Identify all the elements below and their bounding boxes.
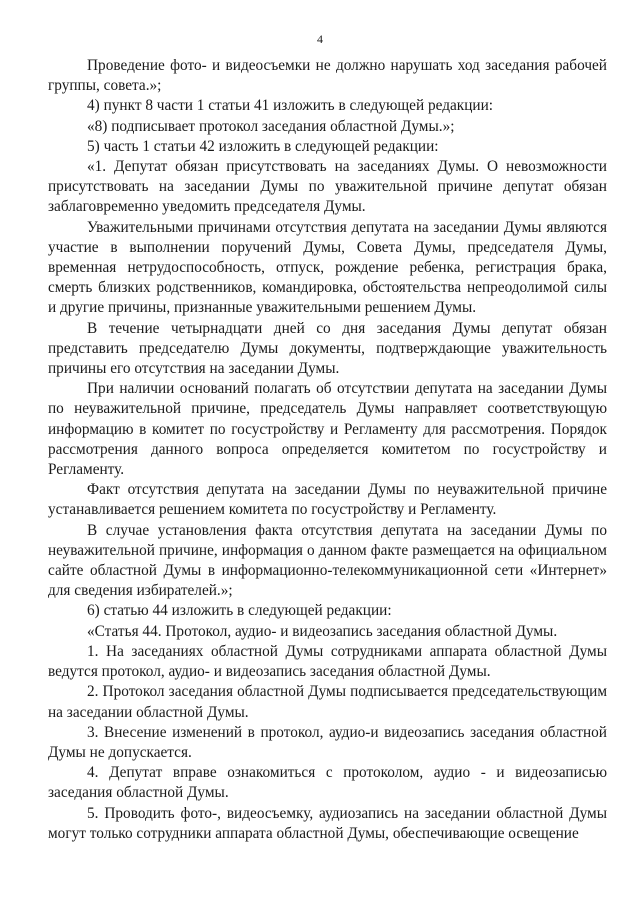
- paragraph: 3. Внесение изменений в протокол, аудио-и видеозапись заседания областной Думы не допускается.: [48, 723, 607, 761]
- document-body: [48, 56, 607, 844]
- page-number: 4: [317, 32, 323, 46]
- paragraph: «1. Депутат обязан присутствовать на заседаниях Думы. О невозможности присутствовать на заседании Думы по уважительной причине депутат обязан заблаговременно уведомить председателя Думы.: [48, 158, 607, 216]
- paragraph: «Статья 44. Протокол, аудио- и видеозапись заседания областной Думы.: [87, 622, 558, 640]
- paragraph: Уважительными причинами отсутствия депутата на заседании Думы являются участие в выполнении поручений Думы, Совета Думы, председателя Думы, временная нетрудоспособность, отпуск, рождение ребенка, регистрация брака, смерть близких родственников, командировка, обстоятельства непреодолимой силы и другие причины, признанные уважительными решением Думы.: [48, 218, 607, 317]
- paragraph: 5) часть 1 статьи 42 изложить в следующей редакции:: [87, 137, 439, 155]
- paragraph: «8) подписывает протокол заседания областной Думы.»;: [87, 117, 455, 135]
- paragraph: Проведение фото- и видеосъемки не должно нарушать ход заседания рабочей группы, совета.»;: [48, 57, 607, 95]
- paragraph: 6) статью 44 изложить в следующей редакции:: [87, 602, 392, 620]
- paragraph: 2. Протокол заседания областной Думы подписывается председательствующим на заседании областной Думы.: [48, 683, 607, 721]
- paragraph: 4. Депутат вправе ознакомиться с протоколом, аудио - и видеозаписью заседания областной Думы.: [48, 764, 607, 802]
- paragraph: 1. На заседаниях областной Думы сотрудниками аппарата областной Думы ведутся протокол, аудио- и видеозапись заседания областной Думы.: [48, 642, 607, 681]
- paragraph: При наличии оснований полагать об отсутствии депутата на заседании Думы по неуважительной причине, председатель Думы направляет соответствующую информацию в комитет по госустройству и Регламенту для рассмотрения. Порядок рассмотрения данного вопроса определяется комитетом по госустройству и Регламенту.: [48, 380, 607, 479]
- paragraph: Факт отсутствия депутата на заседании Думы по неуважительной причине устанавливается решением комитета по госустройству и Регламенту.: [48, 481, 607, 519]
- paragraph: 4) пункт 8 части 1 статьи 41 изложить в следующей редакции:: [87, 97, 494, 115]
- paragraph: 5. Проводить фото-, видеосъемку, аудиозапись на заседании областной Думы могут только сотрудники аппарата областной Думы, обеспечивающие освещение: [48, 804, 607, 842]
- paragraph: В случае установления факта отсутствия депутата на заседании Думы по неуважительной причине, информация о данном факте размещается на официальном сайте областной Думы в информационно-телекоммуникационной сети «Интернет» для сведения избирателей.»;: [48, 521, 607, 600]
- paragraph: В течение четырнадцати дней со дня заседания Думы депутат обязан представить председателю Думы документы, подтверждающие уважительность причины его отсутствия на заседании Думы.: [48, 319, 607, 378]
